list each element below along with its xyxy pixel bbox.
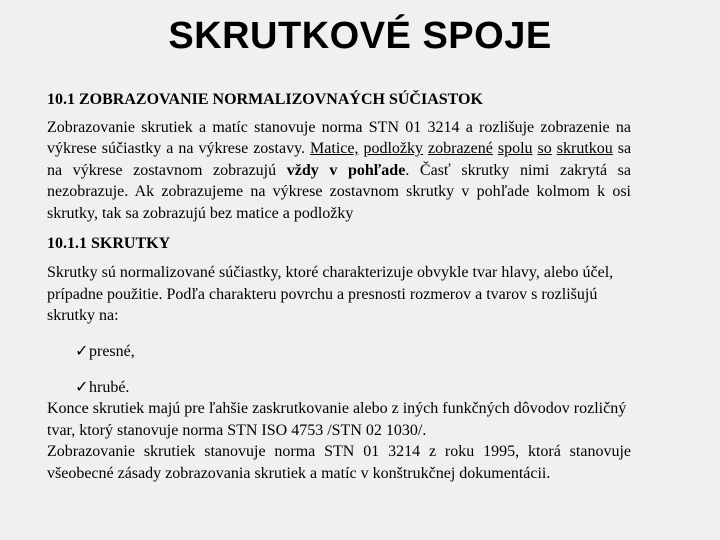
paragraph-konce-skrutiek: Konce skrutiek majú pre ľahšie zaskrutkovanie alebo z iných funkčných dôvodov rozličný tvar, ktorý stanovuje norma STN ISO 4753 /STN 02 1030/. (47, 400, 627, 439)
section-heading-10-1-1: 10.1.1 SKRUTKY (47, 234, 171, 252)
list-item-text: presné, (89, 342, 135, 360)
paragraph-zobrazovanie-norma: Zobrazovanie skrutiek stanovuje norma STN 01 3214 z roku 1995, ktorá stanovuje všeobecné zásady zobrazovania skrutiek a matíc v konštrukčnej dokumentácii. (47, 443, 631, 482)
underlined-word: podložky (363, 140, 424, 158)
check-bullet-icon: ✓ (75, 340, 89, 360)
paragraph-zobrazovanie (47, 117, 631, 225)
underlined-word: so (537, 140, 552, 158)
underlined-word: Matice, (310, 140, 359, 158)
paragraph-text: Zobrazovanie skrutiek a matíc stanovuje norma STN 01 3214 a rozlišuje zobrazenie na výkrese súčiastky a na výkrese zostavy. (47, 118, 631, 158)
paragraph-text: sa na výkrese zostavnom zobrazujú (47, 140, 632, 179)
document-body (47, 89, 631, 485)
underlined-word: spolu (497, 140, 533, 158)
list-item-text: hrubé. (89, 378, 130, 396)
bold-word: vždy (286, 161, 319, 179)
paragraph-text: . Časť skrutky nimi zakrytá sa nezobrazuje. Ak zobrazujeme na výkrese zostavnom skrutky v pohľade kolmom k osi skrutky, tak sa zobrazujú bez matice a podložky (47, 161, 632, 222)
list-item (47, 340, 631, 363)
paragraph-skrutky-intro: Skrutky sú normalizované súčiastky, ktoré charakterizuje obvykle tvar hlavy, alebo účel, prípadne použitie. Podľa charakteru povrchu a presnosti rozmerov a tvarov s rozlišujú skrutky na: (47, 264, 614, 325)
page-title: SKRUTKOVÉ SPOJE (168, 15, 552, 57)
check-bullet-icon: ✓ (75, 376, 89, 396)
bold-word: v pohľade (329, 161, 406, 179)
section-heading-10-1: 10.1 ZOBRAZOVANIE NORMALIZOVNAÝCH SÚČIASTOK (47, 91, 483, 108)
underlined-word: skrutkou (556, 140, 613, 158)
list-item (47, 376, 631, 399)
underlined-word: zobrazené (428, 140, 493, 158)
